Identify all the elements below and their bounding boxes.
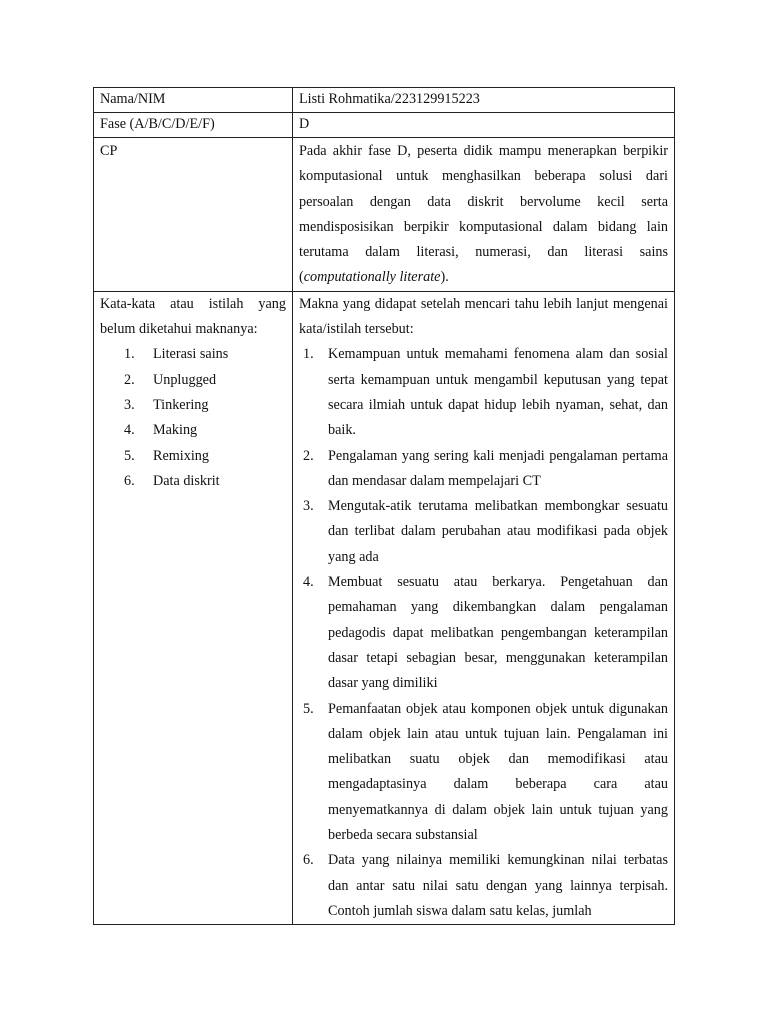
- phase-label: Fase (A/B/C/D/E/F): [94, 113, 293, 138]
- meaning-text: Pengalaman yang sering kali menjadi pengalaman pertama dan mendasar dalam mempelajari CT: [328, 447, 668, 489]
- meaning-text: Pemanfaatan objek atau komponen objek untuk digunakan dalam objek lain atau untuk tujuan lain. Pengalaman ini melibatkan suatu objek dan memodifikasi atau mengadaptasinya dalam beberapa cara atau menyematkannya di dalam objek lain untuk tujuan yang berbeda secara substansial: [328, 700, 668, 844]
- cp-italic-text: computationally literate: [303, 269, 441, 286]
- list-number: 4.: [124, 422, 135, 439]
- list-number: 5.: [303, 700, 314, 717]
- cp-value: [293, 138, 675, 292]
- list-item: [124, 342, 286, 367]
- table-row-terms: [94, 291, 675, 924]
- list-item: [299, 697, 668, 849]
- identity-table: [93, 87, 675, 925]
- table-row-phase: [94, 113, 675, 138]
- list-item: [124, 469, 286, 494]
- list-number: 3.: [124, 396, 135, 413]
- table-row-cp: [94, 138, 675, 292]
- table-row-name: [94, 88, 675, 113]
- term-text: Remixing: [153, 447, 209, 464]
- list-item: [124, 393, 286, 418]
- phase-value: D: [293, 113, 675, 138]
- cp-label: CP: [94, 138, 293, 292]
- list-number: 6.: [303, 852, 314, 869]
- list-number: 4.: [303, 574, 314, 591]
- list-item: [299, 342, 668, 443]
- terms-list: [100, 342, 286, 494]
- term-text: Making: [153, 422, 198, 439]
- meanings-intro: Makna yang didapat setelah mencari tahu lebih lanjut mengenai kata/istilah tersebut:: [299, 295, 668, 338]
- list-number: 1.: [124, 346, 135, 363]
- list-item: [299, 570, 668, 696]
- list-item: [299, 494, 668, 570]
- list-number: 1.: [303, 346, 314, 363]
- meaning-text: Kemampuan untuk memahami fenomena alam dan sosial serta kemampuan untuk mengambil keputusan yang tepat secara ilmiah untuk dapat hidup lebih nyaman, sehat, dan baik.: [328, 346, 668, 439]
- list-number: 2.: [124, 371, 135, 388]
- list-number: 3.: [303, 498, 314, 515]
- name-label: Nama/NIM: [94, 88, 293, 113]
- terms-intro: Kata-kata atau istilah yang belum diketahui maknanya:: [100, 295, 286, 338]
- list-item: [299, 848, 668, 924]
- meaning-text: Data yang nilainya memiliki kemungkinan nilai terbatas dan antar satu nilai satu dengan yang lainnya terpisah. Contoh jumlah siswa dalam satu kelas, jumlah: [328, 852, 668, 919]
- list-item: [299, 444, 668, 495]
- list-item: [124, 444, 286, 469]
- cp-text: Pada akhir fase D, peserta didik mampu menerapkan berpikir komputasional untuk menghasilkan beberapa solusi dari persoalan dengan data diskrit bervolume kecil serta mendisposisikan berpikir komputasional dalam bidang lain terutama dalam literasi, numerasi, dan literasi sains (: [299, 143, 668, 286]
- term-text: Unplugged: [153, 371, 217, 388]
- list-item: [124, 368, 286, 393]
- list-number: 6.: [124, 472, 135, 489]
- terms-cell: [94, 291, 293, 924]
- list-number: 5.: [124, 447, 135, 464]
- term-text: Tinkering: [153, 396, 209, 413]
- meanings-list: [299, 342, 668, 924]
- list-number: 2.: [303, 447, 314, 464]
- term-text: Literasi sains: [153, 346, 229, 363]
- cp-text-end: ).: [440, 269, 449, 286]
- meaning-text: Mengutak-atik terutama melibatkan membongkar sesuatu dan terlibat dalam perubahan atau modifikasi pada objek yang ada: [328, 498, 668, 565]
- term-text: Data diskrit: [153, 472, 220, 489]
- meaning-text: Membuat sesuatu atau berkarya. Pengetahuan dan pemahaman yang dikembangkan dalam pengalaman pedagodis dapat melibatkan pengembangan keterampilan dasar tetapi sebagian besar, menggunakan keterampilan dasar yang dimiliki: [328, 574, 668, 692]
- meanings-cell: [293, 291, 675, 924]
- name-value: Listi Rohmatika/223129915223: [293, 88, 675, 113]
- list-item: [124, 418, 286, 443]
